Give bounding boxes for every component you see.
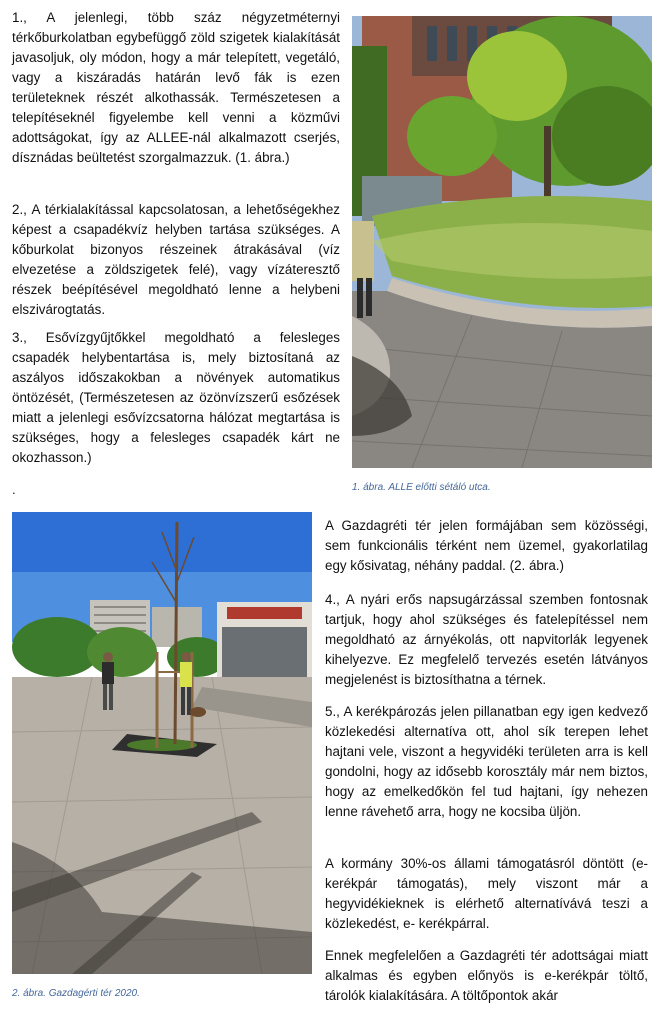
paragraph-3: 3., Esővízgyűjtőkkel megoldható a felesleges csapadék helybentartása is, mely biztosítaná az aszályos időszakokban a növények automatikus öntözését, (Természetesen az özönvízszerű esőzések miatt a jelenlegi esővízcsatorna hálózat megtartása is szükséges, hogy a felesleges csapadék kárt ne okozhasson.) — [12, 330, 340, 465]
paragraph-4: 4., A nyári erős napsugárzással szemben fontosnak tartjuk, hogy ahol szükséges és fatelepítéssel nem megoldható az árnyékolás, ott napvitorlák legyenek kihelyezve. Ez megfelelő tervezés esetén látványos megjelenést is biztosíthatna a térnek. — [325, 592, 648, 687]
paragraph-1: 1., A jelenlegi, több száz négyzetméternyi térkőburkolatban egybefüggő zöld szigetek kialakítását javasoljuk, oly módon, hogy a már telepített, vegetáló, vagy a kiszáradás határán levő fák is ezen területeknek részét alkothassák. Természetesen a telepítéseknél figyelembe kell venni a közművi adottságokat, így az ALLEE-nál alkalmazott cserjés, dísznádas beültetést szorgalmazzuk. (1. ábra.) — [12, 10, 340, 165]
paragraph-government-support: A kormány 30%-os állami támogatásról döntött (e-kerékpár támogatás), mely viszont már a hegyvidékieknek is elérhető alternatívává teszi a közlekedést, e- kerékpárral. — [325, 856, 648, 931]
figure-1-photo — [352, 16, 652, 468]
figure-2-photo — [12, 512, 312, 974]
figure-1-caption: 1. ábra. ALLE előtti sétáló utca. — [352, 482, 491, 493]
paragraph-5: 5., A kerékpározás jelen pillanatban egy igen kedvező közlekedési alternatíva ott, ahol sík terepen lehet hajtani vele, viszont a hegyvidéki területen arra is kell gondolni, hogy az idősebb korosztály már nem biztos, hogy az emelkedőkön fel tud hajtani, így nehezen lenne rávehető arra, hogy ne kocsiba üljön. — [325, 704, 648, 819]
paragraph-intro-square: A Gazdagréti tér jelen formájában sem közösségi, sem funkcionális térként nem üzemel, gyakorlatilag egy kősivatag, néhány paddal. (2. ábra.) — [325, 518, 648, 573]
paragraph-charging: Ennek megfelelően a Gazdagréti tér adottságai miatt alkalmas és egyben előnyös is e-kerékpár töltő, tárolók kialakítására. A töltőpontok akár — [325, 948, 648, 1003]
paragraph-2: 2., A térkialakítással kapcsolatosan, a lehetőségekhez képest a csapadékvíz helyben tartása szükséges. A kőburkolat bizonyos részeinek átrakásával (víz elvezetése a zöldszigetek felé), vagy vízáteresztő részek beépítésével megoldható lenne a helybeni elszivárogtatás. — [12, 202, 340, 317]
figure-2-caption: 2. ábra. Gazdagérti tér 2020. — [12, 988, 140, 999]
stray-dot: . — [12, 482, 16, 497]
